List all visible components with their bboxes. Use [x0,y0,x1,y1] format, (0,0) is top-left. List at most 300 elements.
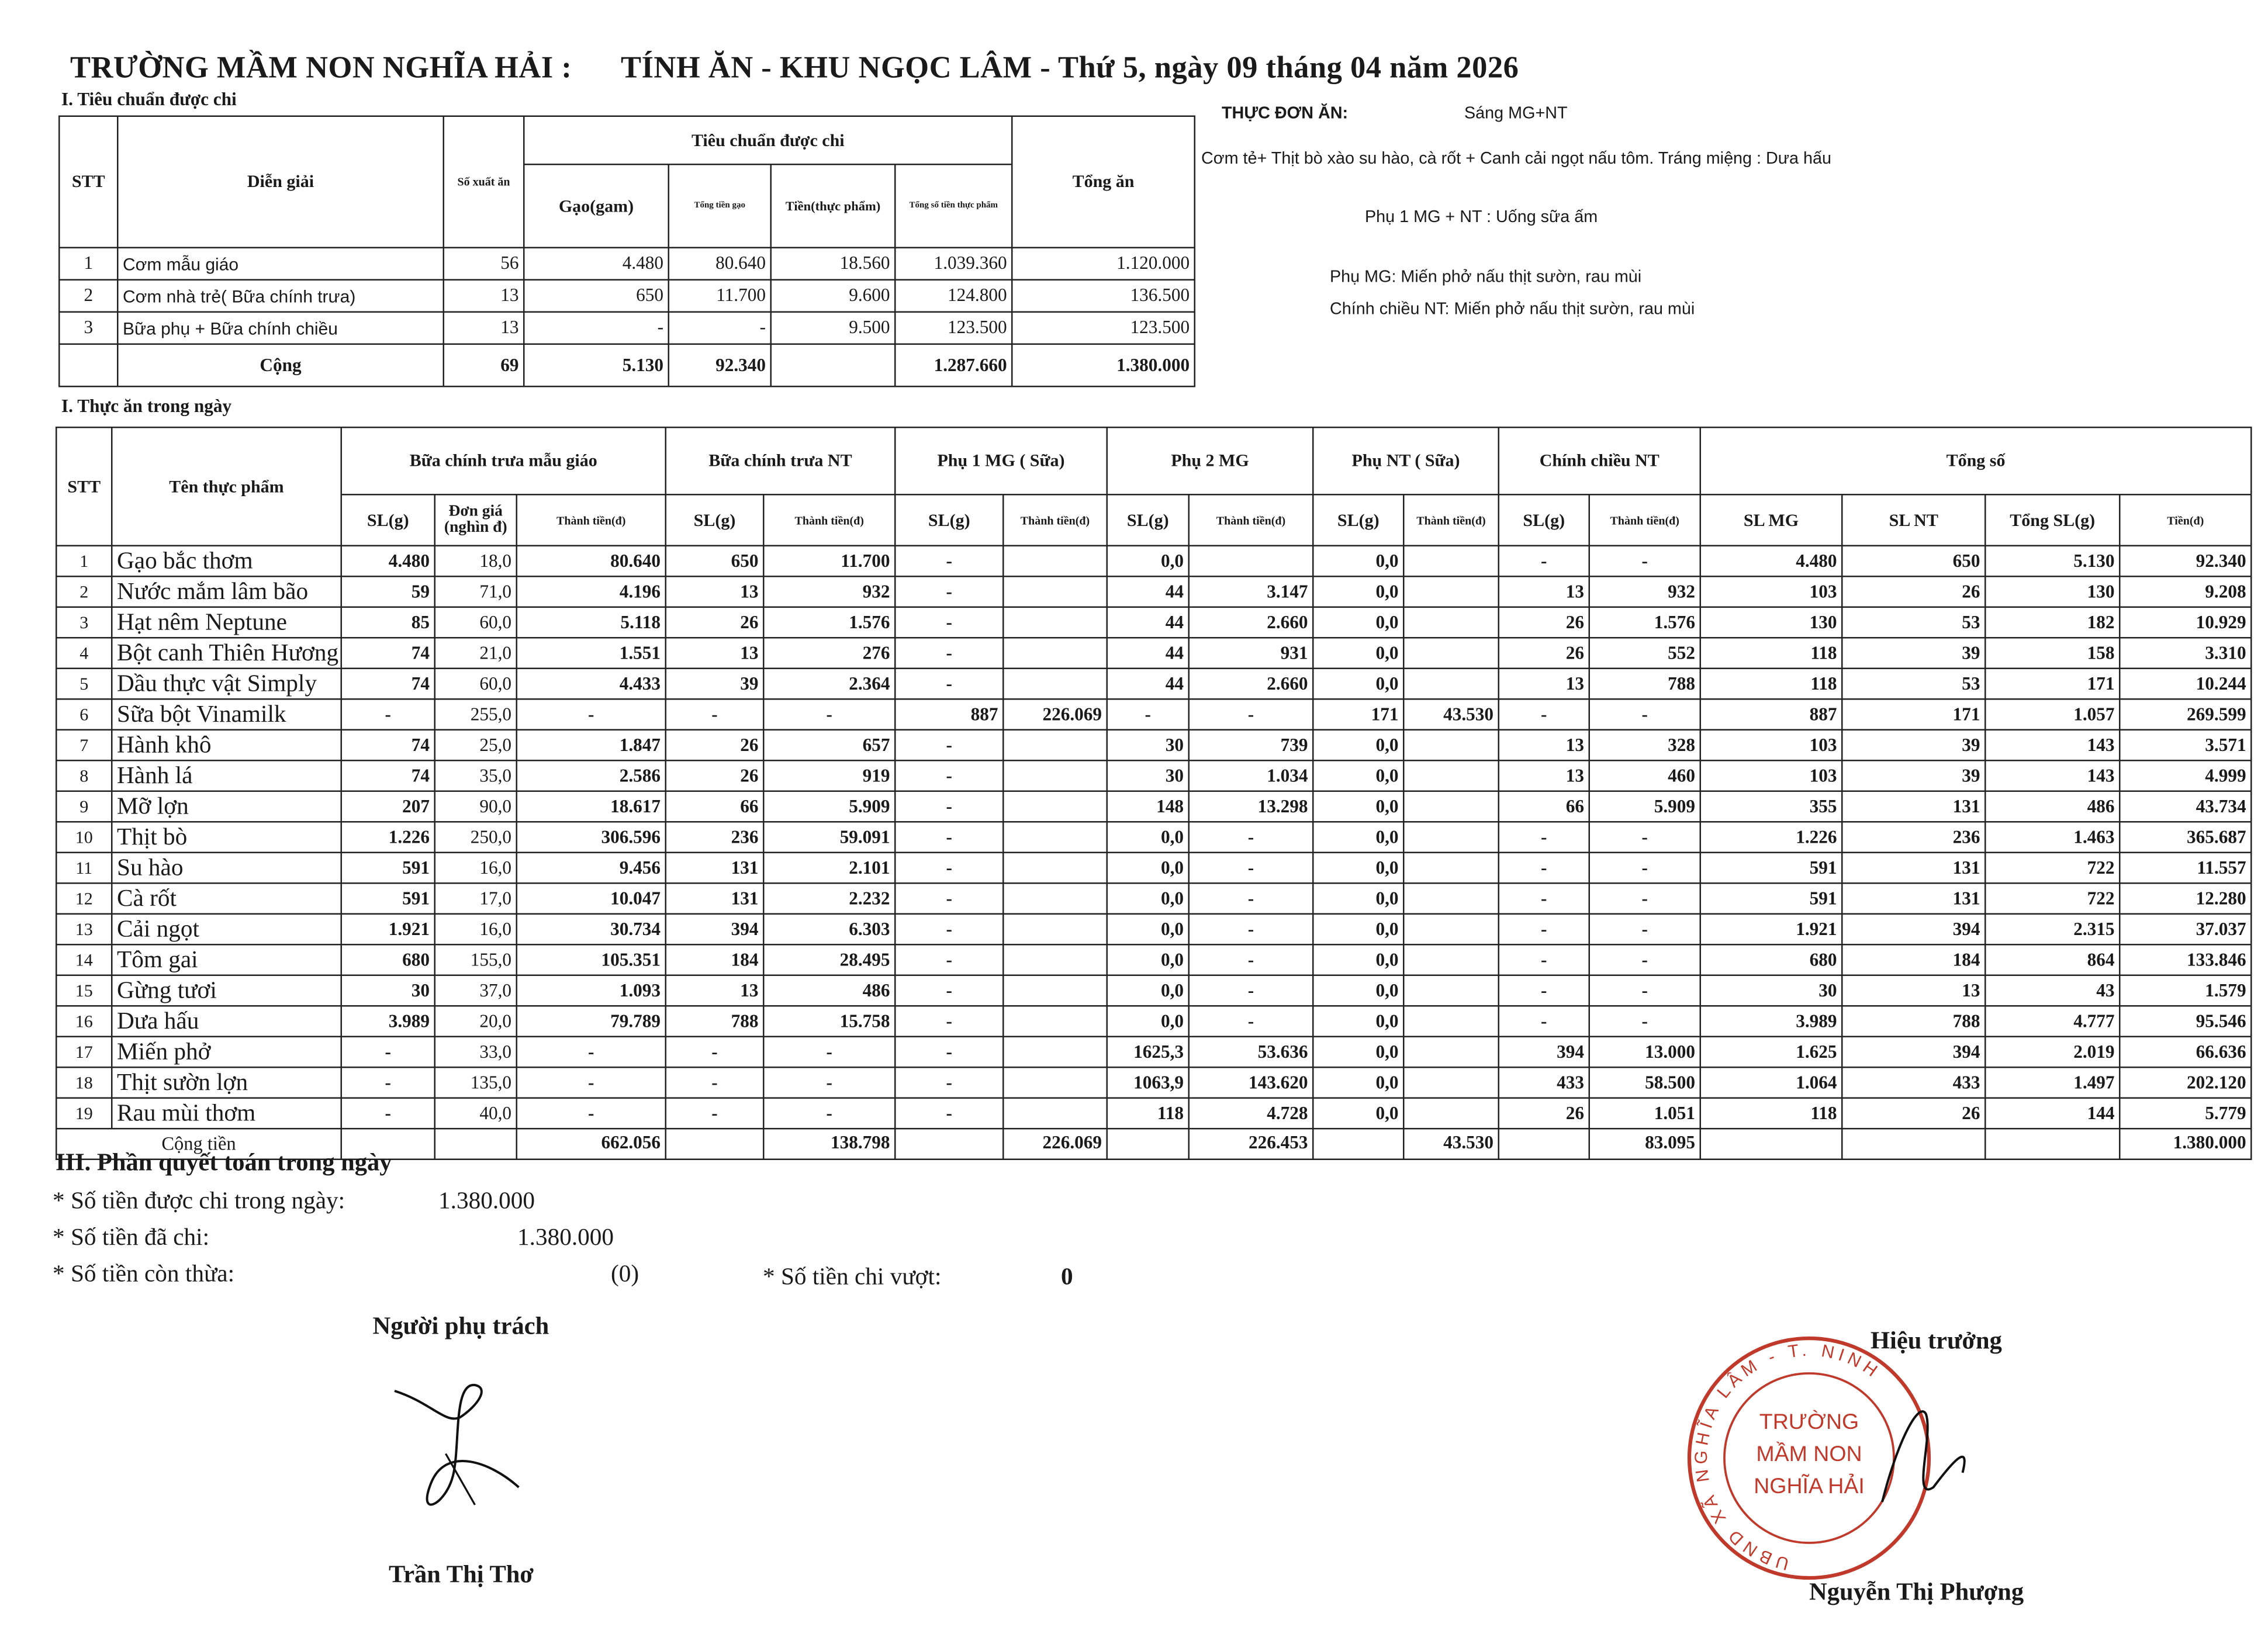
cell: - [895,1098,1003,1129]
cell: 13.000 [1589,1037,1700,1068]
cell: 131 [1842,791,1985,822]
cell: - [1189,975,1313,1006]
food-row [56,730,2251,761]
total-so_xuat_an: 69 [444,344,524,387]
cell: 15 [56,975,112,1006]
cell: 130 [1985,576,2120,607]
cell: 103 [1700,576,1842,607]
cell: 44 [1107,607,1189,638]
cell: 12.280 [2120,883,2251,914]
da-chi-label: * Số tiền đã chi: [53,1223,210,1251]
cell: 13 [56,914,112,945]
cell [1403,883,1499,914]
total-tong_tien_tp: 1.287.660 [895,344,1012,387]
subcol-header: SL(g) [341,494,435,546]
cell: 143.620 [1189,1067,1313,1098]
standard-table [58,116,1195,387]
cell: - [1589,914,1700,945]
total-cell: 662.056 [517,1128,666,1158]
cell: 2.586 [517,760,666,791]
cell: 30 [1700,975,1842,1006]
cell: 43.530 [1403,699,1499,730]
cell: Cơm mẫu giáo [117,248,444,280]
cell [1003,1037,1107,1068]
cell: 3.310 [2120,638,2251,669]
cell: 0,0 [1313,669,1403,700]
con-thua-label: * Số tiền còn thừa: [53,1259,235,1287]
total-cell [1499,1128,1589,1158]
cell: 18,0 [435,546,517,577]
cell: 887 [1700,699,1842,730]
cell: 103 [1700,730,1842,761]
total-cell [1842,1128,1985,1158]
cell: 13 [666,576,764,607]
cell: 1.120.000 [1012,248,1195,280]
col-tong-tien-gao: Tổng tiền gạo [669,164,771,248]
subcol-header: SL(g) [1499,494,1589,546]
cell: 74 [341,669,435,700]
cell: 135,0 [435,1067,517,1098]
cell: 11.700 [763,546,895,577]
cell [1003,822,1107,853]
cell: 919 [763,760,895,791]
cell: - [1589,975,1700,1006]
subcol-header: Thành tiền(đ) [763,494,895,546]
cell: 13 [1499,576,1589,607]
cell: 25,0 [435,730,517,761]
cell: 1.051 [1589,1098,1700,1129]
cell: - [763,1098,895,1129]
cell: 26 [666,730,764,761]
cell: Rau mùi thơm [112,1098,341,1129]
cell [1189,546,1313,577]
cell: Sữa bột Vinamilk [112,699,341,730]
cell: - [341,1098,435,1129]
cell [1403,669,1499,700]
subcol-header: Tổng SL(g) [1985,494,2120,546]
cell [1003,546,1107,577]
cell: - [895,638,1003,669]
cell: 95.546 [2120,1006,2251,1037]
cell: 44 [1107,638,1189,669]
food-row [56,638,2251,669]
cell: 6.303 [763,914,895,945]
cell: 394 [666,914,764,945]
cell: 2.660 [1189,607,1313,638]
cell: - [1589,822,1700,853]
cell: 118 [1700,638,1842,669]
food-row [56,883,2251,914]
cell: 66 [1499,791,1589,822]
cell: 1.064 [1700,1067,1842,1098]
cell: 887 [895,699,1003,730]
cell: 650 [1842,546,1985,577]
cell [1403,760,1499,791]
cell: 680 [341,944,435,975]
cell: 0,0 [1313,1006,1403,1037]
cell: 20,0 [435,1006,517,1037]
cell: 131 [1842,853,1985,884]
cell: Hành khô [112,730,341,761]
da-chi-value: 1.380.000 [517,1223,614,1251]
cell: - [341,1037,435,1068]
cell: 80.640 [517,546,666,577]
cell: Hạt nêm Neptune [112,607,341,638]
cell: 552 [1589,638,1700,669]
cell: Gạo bắc thơm [112,546,341,577]
cell [1403,730,1499,761]
cell: 591 [341,853,435,884]
cell: - [1499,914,1589,945]
food-row [56,975,2251,1006]
col-dien-giai: Diễn giải [117,116,444,248]
cell: 30 [341,975,435,1006]
food-row [56,699,2251,730]
cell: 460 [1589,760,1700,791]
cell: - [1189,914,1313,945]
cell: 39 [1842,730,1985,761]
cell: - [1499,546,1589,577]
cell: 1.576 [1589,607,1700,638]
col-tong-tien-tp: Tổng số tiền thực phẩm [895,164,1012,248]
cell: 26 [666,607,764,638]
subcol-header: Đơn giá (nghìn đ) [435,494,517,546]
cell: - [895,760,1003,791]
cell: Su hào [112,853,341,884]
cell [1403,853,1499,884]
cell: - [895,1006,1003,1037]
cell: 0,0 [1313,607,1403,638]
cell: 306.596 [517,822,666,853]
cell: 30.734 [517,914,666,945]
cell: 0,0 [1313,1098,1403,1129]
cell: - [1189,883,1313,914]
cell: 37.037 [2120,914,2251,945]
cell: 0,0 [1313,1067,1403,1098]
cell: 39 [666,669,764,700]
cell [1403,791,1499,822]
cell: 1 [56,546,112,577]
left-signature-image [388,1359,563,1534]
cell: 650 [524,280,669,312]
cell [1003,576,1107,607]
right-signature-name: Nguyễn Thị Phượng [1809,1578,2024,1606]
cell: 184 [1842,944,1985,975]
cell: 103 [1700,760,1842,791]
cell [1403,914,1499,945]
menu-phu1: Phụ 1 MG + NT : Uống sữa ấm [1365,209,1598,227]
cell: 9.456 [517,853,666,884]
cell: - [1189,699,1313,730]
food-row [56,576,2251,607]
cell: 3.571 [2120,730,2251,761]
cell: 18.617 [517,791,666,822]
cell: 9 [56,791,112,822]
cell [1403,546,1499,577]
total-gao: 5.130 [524,344,669,387]
cell: 739 [1189,730,1313,761]
cell: 5.779 [2120,1098,2251,1129]
col-tong-an: Tổng ăn [1012,116,1195,248]
cell: 0,0 [1313,822,1403,853]
cell: 56 [444,248,524,280]
cell: 0,0 [1313,791,1403,822]
subcol-header: SL(g) [1107,494,1189,546]
cell: Cà rốt [112,883,341,914]
cell: 5.909 [763,791,895,822]
cell: 39 [1842,638,1985,669]
cell: 250,0 [435,822,517,853]
cell: 155,0 [435,944,517,975]
cell: 3.147 [1189,576,1313,607]
cell: - [1499,883,1589,914]
cell: 1.226 [341,822,435,853]
subcol-header: SL(g) [895,494,1003,546]
cell: 2.101 [763,853,895,884]
cell: 1.551 [517,638,666,669]
cell: - [895,730,1003,761]
cell: 2.232 [763,883,895,914]
cell: - [895,791,1003,822]
cell: 44 [1107,576,1189,607]
cell: 657 [763,730,895,761]
cell: 1.093 [517,975,666,1006]
cell: - [895,1037,1003,1068]
cell: 433 [1499,1067,1589,1098]
group-phu-nt: Phụ NT ( Sữa) [1313,427,1499,494]
cell: 1.921 [341,914,435,945]
cell: - [1589,546,1700,577]
cell: 5.118 [517,607,666,638]
cell: - [1499,944,1589,975]
cell: 85 [341,607,435,638]
cell: 433 [1842,1067,1985,1098]
cell: - [895,546,1003,577]
label: Số tiền được chi trong ngày: [70,1186,345,1214]
cell: - [895,914,1003,945]
cell: 12 [56,883,112,914]
cell: 10 [56,822,112,853]
cell [1003,1098,1107,1129]
food-row [56,822,2251,853]
cell: - [895,669,1003,700]
cell: 236 [1842,822,1985,853]
cell: 0,0 [1313,730,1403,761]
cell: 74 [341,638,435,669]
stamp-line-2: MẦM NON [1756,1441,1862,1466]
cell [1403,576,1499,607]
cell: 0,0 [1107,883,1189,914]
food-row [56,546,2251,577]
cell: 1625,3 [1107,1037,1189,1068]
menu-chinh-chieu-nt: Chính chiều NT: Miến phở nấu thịt sườn, rau mùi [1330,301,1695,319]
cell: 26 [1499,607,1589,638]
cell: 11.700 [669,280,771,312]
cell: 58.500 [1589,1067,1700,1098]
cell: 1.463 [1985,822,2120,853]
cell: 79.789 [517,1006,666,1037]
cell: 1.039.360 [895,248,1012,280]
cell: 13 [1499,669,1589,700]
food-row [56,791,2251,822]
cell: 4.480 [524,248,669,280]
cell: 2.019 [1985,1037,2120,1068]
cell [1403,1006,1499,1037]
cell: 40,0 [435,1098,517,1129]
cell: 486 [763,975,895,1006]
cell: 207 [341,791,435,822]
cell: 26 [1842,1098,1985,1129]
cell: 1.497 [1985,1067,2120,1098]
cell: 10.047 [517,883,666,914]
cell: Bữa phụ + Bữa chính chiều [117,312,444,344]
cell: 0,0 [1313,546,1403,577]
food-row [56,1067,2251,1098]
cell: 3 [56,607,112,638]
school-stamp [1678,1327,1970,1590]
cell: 1063,9 [1107,1067,1189,1098]
col-stt: STT [56,427,112,546]
total-label: Cộng tiền [56,1128,341,1158]
table-row [59,312,1195,344]
cell: Thịt sườn lợn [112,1067,341,1098]
section2-heading: I. Thực ăn trong ngày [61,396,232,417]
cell: - [763,699,895,730]
group-nha-tre: Bữa chính trưa NT [666,427,896,494]
cell: 13 [1842,975,1985,1006]
cell: 143 [1985,730,2120,761]
cell: 123.500 [1012,312,1195,344]
cell: 486 [1985,791,2120,822]
duoc-chi-label: * Số tiền được chi trong ngày: [53,1186,345,1214]
menu-phu-mg: Phụ MG: Miến phở nấu thịt sườn, rau mùi [1330,269,1642,286]
cell: 13 [444,280,524,312]
cell: 3.989 [1700,1006,1842,1037]
cell: Tôm gai [112,944,341,975]
cell: 131 [1842,883,1985,914]
cell [1003,669,1107,700]
col-gao: Gạo(gam) [524,164,669,248]
cell: 66.636 [2120,1037,2251,1068]
chi-vuot-value: 0 [1061,1262,1073,1290]
cell: - [895,944,1003,975]
cell: 0,0 [1313,638,1403,669]
food-row [56,853,2251,884]
label: Số tiền chi vượt: [780,1262,942,1290]
cell: 0,0 [1107,822,1189,853]
cell: 1 [59,248,117,280]
total-cell: 83.095 [1589,1128,1700,1158]
cell: - [1499,1006,1589,1037]
cell: 365.687 [2120,822,2251,853]
cell: 13 [444,312,524,344]
total-cell [1313,1128,1403,1158]
con-thua-value: (0) [611,1259,639,1287]
food-row [56,1037,2251,1068]
cell: 226.069 [1003,699,1107,730]
cell: 4.777 [1985,1006,2120,1037]
cell: 0,0 [1313,944,1403,975]
food-row [56,669,2251,700]
cell: 13 [666,975,764,1006]
cell: 9.600 [771,280,896,312]
total-cell: 1.380.000 [2120,1128,2251,1158]
subcol-header: SL NT [1842,494,1985,546]
cell: 932 [763,576,895,607]
menu-main: Cơm tẻ+ Thịt bò xào su hào, cà rốt + Canh cải ngọt nấu tôm. Tráng miệng : Dưa hấu [1201,150,1831,168]
cell: 130 [1700,607,1842,638]
col-group-tieu-chuan: Tiêu chuẩn được chi [524,116,1012,165]
cell: 236 [666,822,764,853]
cell: 9.500 [771,312,896,344]
cell: 650 [666,546,764,577]
cell: Bột canh Thiên Hương [112,638,341,669]
cell: 118 [1700,669,1842,700]
cell [1003,853,1107,884]
cell: 4.196 [517,576,666,607]
cell [1003,607,1107,638]
food-row [56,914,2251,945]
cell: - [1499,699,1589,730]
cell: - [1107,699,1189,730]
cell: - [1499,822,1589,853]
cell: 4.433 [517,669,666,700]
cell [1403,1098,1499,1129]
cell [59,344,117,387]
cell: 394 [1842,914,1985,945]
total-cell [1700,1128,1842,1158]
cell: 0,0 [1107,975,1189,1006]
cell: - [669,312,771,344]
cell: - [1589,853,1700,884]
cell: 43.734 [2120,791,2251,822]
cell: 0,0 [1313,1037,1403,1068]
group-phu2-mg: Phụ 2 MG [1107,427,1313,494]
cell: 136.500 [1012,280,1195,312]
cell: 931 [1189,638,1313,669]
cell: - [1589,883,1700,914]
cell: 1.226 [1700,822,1842,853]
food-row [56,1006,2251,1037]
cell: - [1589,944,1700,975]
cell: 118 [1107,1098,1189,1129]
col-stt: STT [59,116,117,248]
cell: - [341,699,435,730]
food-row [56,1098,2251,1129]
section3-heading: III. Phần quyết toán trong ngày [56,1148,392,1176]
cell: 182 [1985,607,2120,638]
cell: 37,0 [435,975,517,1006]
cell: 5.130 [1985,546,2120,577]
cell [1003,883,1107,914]
label: Số tiền còn thừa: [70,1259,235,1287]
menu-label: THỰC ĐƠN ĂN: [1222,105,1349,123]
cell: - [895,822,1003,853]
cell: 19 [56,1098,112,1129]
total-row [59,344,1195,387]
cell: 680 [1700,944,1842,975]
cell: 16,0 [435,853,517,884]
cell: 788 [666,1006,764,1037]
cell [1003,638,1107,669]
cell: 131 [666,883,764,914]
cell: 7 [56,730,112,761]
cell: 13 [666,638,764,669]
cell: 10.244 [2120,669,2251,700]
cell: 0,0 [1313,914,1403,945]
cell: 18.560 [771,248,896,280]
school-name: TRƯỜNG MẦM NON NGHĨA HẢI : [70,50,572,85]
